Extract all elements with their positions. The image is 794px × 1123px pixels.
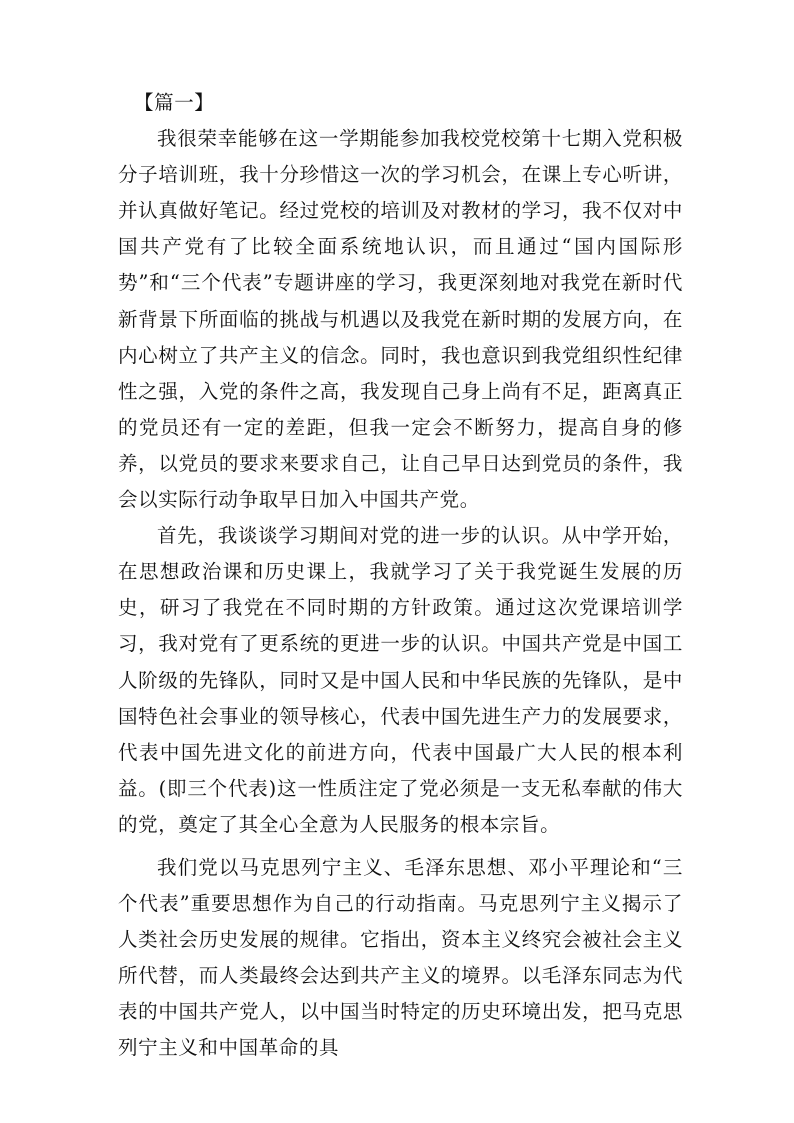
paragraph-1: 我很荣幸能够在这一学期能参加我校党校第十七期入党积极分子培训班，我十分珍惜这一次的学习机会，在课上专心听讲，并认真做好笔记。经过党校的培训及对教材的学习，我不仅对中国共产党有了比较全面系统地认识，而且通过“国内国际形势”和“三个代表”专题讲座的学习，我更深刻地对我党在新时代新背景下所面临的挑战与机遇以及我党在新时期的发展方向，在内心树立了共产主义的信念。同时，我也意识到我党组织性纪律性之强，入党的条件之高，我发现自己身上尚有不足，距离真正的党员还有一定的差距，但我一定会不断努力，提高自身的修养，以党员的要求来要求自己，让自己早日达到党员的条件，我会以实际行动争取早日加入中国共产党。 xyxy=(118,127,683,512)
section-heading: 【篇一】 xyxy=(134,91,215,114)
document-body xyxy=(118,85,683,1067)
paragraph-3: 我们党以马克思列宁主义、毛泽东思想、邓小平理论和“三个代表”重要思想作为自己的行动指南。马克思列宁主义揭示了人类社会历史发展的规律。它指出，资本主义终究会被社会主义所代替，而人类最终会达到共产主义的境界。以毛泽东同志为代表的中国共产党人，以中国当时特定的历史环境出发，把马克思列宁主义和中国革命的具 xyxy=(118,855,683,1060)
paragraph-2: 首先，我谈谈学习期间对党的进一步的认识。从中学开始，在思想政治课和历史课上，我就学习了关于我党诞生发展的历史，研习了我党在不同时期的方针政策。通过这次党课培训学习，我对党有了更系统的更进一步的认识。中国共产党是中国工人阶级的先锋队，同时又是中国人民和中华民族的先锋队，是中国特色社会事业的领导核心，代表中国先进生产力的发展要求，代表中国先进文化的前进方向，代表中国最广大人民的根本利益。(即三个代表)这一性质注定了党必须是一支无私奉献的伟大的党，奠定了其全心全意为人民服务的根本宗旨。 xyxy=(118,524,683,836)
